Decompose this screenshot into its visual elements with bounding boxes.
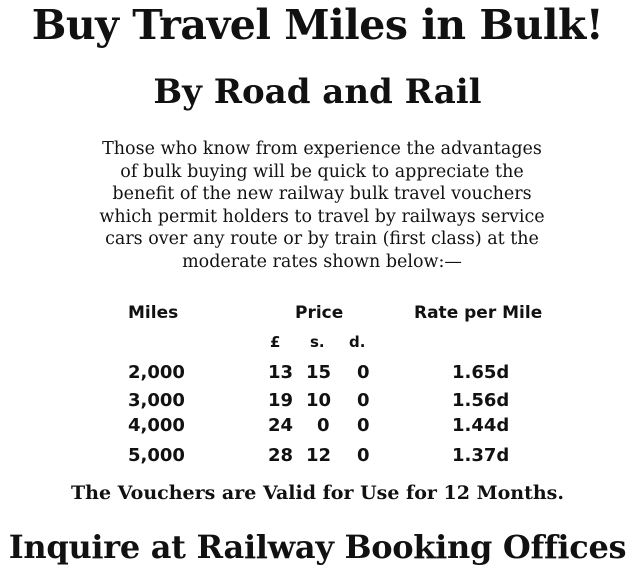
cell-rate: 1.65d (452, 362, 510, 383)
cell-miles: 4,000 (128, 415, 185, 436)
intro-line: of bulk buying will be quick to appreciate the (120, 161, 524, 182)
rates-table (0, 300, 635, 470)
cell-shillings: 0 (317, 415, 330, 436)
cell-miles: 5,000 (128, 445, 185, 466)
cell-pence: 0 (357, 415, 370, 436)
intro-paragraph (62, 138, 582, 273)
cell-shillings: 15 (306, 362, 332, 383)
subheader-shillings: s. (310, 333, 325, 351)
intro-line: Those who know from experience the advantages (102, 139, 542, 159)
cell-pence: 0 (357, 362, 370, 383)
footer-inquire: Inquire at Railway Booking Offices (8, 528, 627, 566)
headline: Buy Travel Miles in Bulk! (31, 1, 604, 49)
subheader-pence: d. (349, 333, 366, 351)
cell-rate: 1.44d (452, 415, 510, 436)
cell-shillings: 12 (306, 445, 332, 466)
cell-pence: 0 (357, 445, 370, 466)
header-miles: Miles (128, 303, 179, 323)
subheadline: By Road and Rail (153, 72, 482, 112)
header-rate: Rate per Mile (414, 303, 543, 323)
cell-miles: 3,000 (128, 390, 185, 411)
cell-rate: 1.37d (452, 445, 510, 466)
cell-rate: 1.56d (452, 390, 510, 411)
cell-pounds: 24 (268, 415, 294, 436)
cell-pence: 0 (357, 390, 370, 411)
cell-pounds: 28 (268, 445, 294, 466)
cell-shillings: 10 (306, 390, 332, 411)
cell-pounds: 19 (268, 390, 294, 411)
subheader-pounds: £ (270, 333, 281, 351)
header-price: Price (295, 303, 344, 323)
intro-line: cars over any route or by train (first class) at the (105, 229, 539, 249)
intro-line: which permit holders to travel by railways service (99, 206, 545, 227)
validity-note: The Vouchers are Valid for Use for 12 Months. (71, 482, 564, 504)
cell-miles: 2,000 (128, 362, 185, 383)
intro-line: moderate rates shown below:— (182, 251, 462, 272)
cell-pounds: 13 (268, 362, 294, 383)
intro-line: benefit of the new railway bulk travel vouchers (112, 184, 532, 204)
